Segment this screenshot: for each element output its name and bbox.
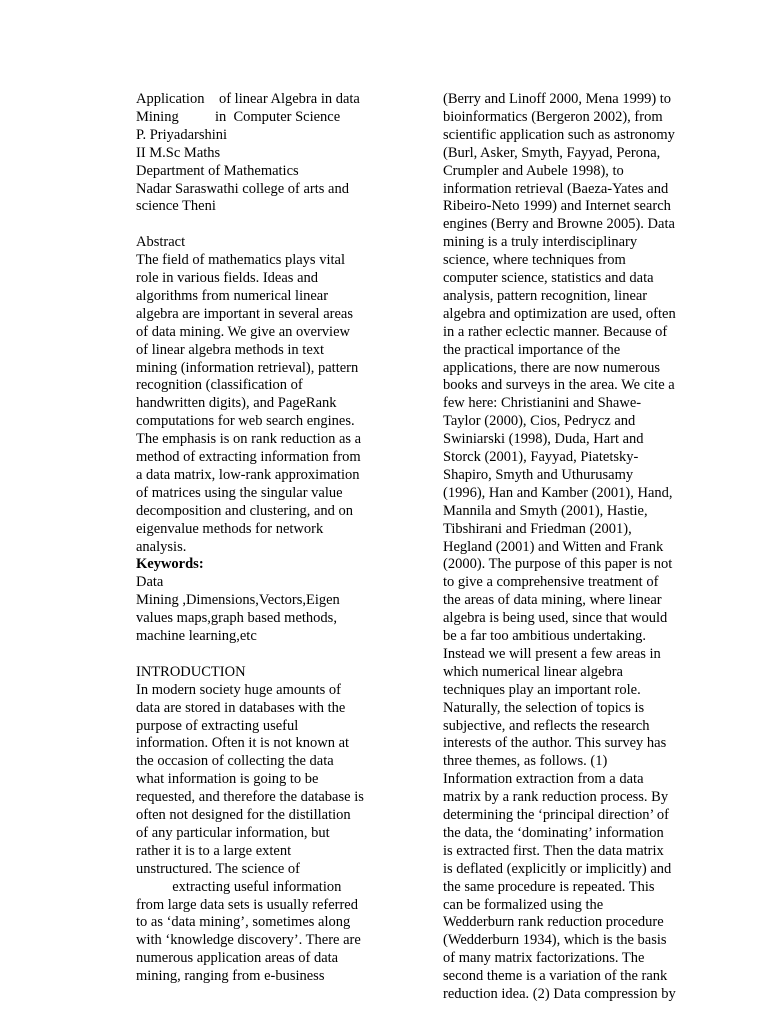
text-line: Taylor (2000), Cios, Pedrycz and	[443, 413, 636, 430]
text-line: in a rather eclectic manner. Because of	[443, 323, 668, 340]
text-line: can be formalized using the	[443, 896, 604, 913]
text-line: analysis, pattern recognition, linear	[443, 287, 648, 304]
text-line: Tibshirani and Friedman (2001),	[443, 520, 632, 537]
text-line: Information extraction from a data	[443, 771, 644, 788]
text-line: II M.Sc Maths	[136, 144, 221, 161]
text-line: algebra are important in several areas	[136, 305, 353, 322]
text-line: requested, and therefore the database is	[136, 789, 364, 806]
text-line: extracting useful information	[136, 878, 342, 895]
text-line: second theme is a variation of the rank	[443, 968, 668, 985]
text-line: numerous application areas of data	[136, 950, 339, 967]
text-line: the data, the ‘dominating’ information	[443, 824, 664, 841]
text-line: eigenvalue methods for network	[136, 520, 324, 537]
text-line: The field of mathematics plays vital	[136, 252, 345, 269]
text-line: algebra and optimization are used, often	[443, 305, 676, 322]
text-line: Application of linear Algebra in data	[136, 91, 360, 107]
text-line: the occasion of collecting the data	[136, 753, 334, 770]
text-line: of data mining. We give an overview	[136, 323, 350, 340]
text-line: information retrieval (Baeza-Yates and	[443, 180, 669, 197]
text-line: of any particular information, but	[136, 824, 330, 841]
text-line: interests of the author. This survey has	[443, 735, 667, 752]
text-line: a data matrix, low-rank approximation	[136, 466, 360, 483]
text-line: Instead we will present a few areas in	[443, 645, 661, 662]
text-line: bioinformatics (Bergeron 2002), from	[443, 108, 663, 125]
text-line: with ‘knowledge discovery’. There are	[136, 932, 361, 949]
text-line: (1996), Han and Kamber (2001), Hand,	[443, 484, 673, 501]
text-line: matrix by a rank reduction process. By	[443, 789, 669, 806]
text-line: Naturally, the selection of topics is	[443, 699, 645, 716]
text-line: data are stored in databases with the	[136, 699, 346, 716]
text-line: computer science, statistics and data	[443, 270, 654, 286]
text-line: is extracted first. Then the data matrix	[443, 842, 664, 859]
text-line: the same procedure is repeated. This	[443, 878, 655, 895]
text-line: mining (information retrieval), pattern	[136, 359, 359, 376]
text-line: (Berry and Linoff 2000, Mena 1999) to	[443, 91, 672, 107]
text-line: books and surveys in the area. We cite a	[443, 377, 675, 394]
text-line: computations for web search engines.	[136, 413, 355, 430]
text-line: mining, ranging from e-business	[136, 968, 325, 985]
text-line: science, where techniques from	[443, 252, 626, 269]
text-line: (Burl, Asker, Smyth, Fayyad, Perona,	[443, 144, 661, 161]
text-line: Mining in Computer Science	[136, 108, 341, 125]
text-line: (2000). The purpose of this paper is not	[443, 556, 673, 573]
text-line: scientific application such as astronomy	[443, 126, 675, 143]
text-line: handwritten digits), and PageRank	[136, 395, 337, 412]
text-line: algebra is being used, since that would	[443, 610, 668, 627]
text-line: engines (Berry and Browne 2005). Data	[443, 216, 675, 233]
text-line: P. Priyadarshini	[136, 126, 228, 143]
text-line: of matrices using the singular value	[136, 484, 343, 501]
text-line: Shapiro, Smyth and Uthurusamy	[443, 466, 634, 483]
text-line: science Theni	[136, 198, 216, 215]
text-line: recognition (classification of	[136, 377, 303, 394]
text-line: to give a comprehensive treatment of	[443, 574, 659, 591]
text-line: few here: Christianini and Shawe-	[443, 395, 642, 412]
text-line: In modern society huge amounts of	[136, 681, 341, 698]
text-line: be a far too ambitious undertaking.	[443, 628, 646, 644]
text-line: method of extracting information from	[136, 449, 361, 465]
text-line: Mannila and Smyth (2001), Hastie,	[443, 502, 648, 519]
text-line: determining the ‘principal direction’ of	[443, 807, 670, 823]
text-line: Keywords:	[136, 556, 204, 573]
text-line: applications, there are now numerous	[443, 359, 661, 376]
text-line: Data	[136, 574, 164, 591]
text-line: reduction idea. (2) Data compression by	[443, 986, 676, 1002]
text-line: machine learning,etc	[136, 628, 257, 644]
text-line: which numerical linear algebra	[443, 663, 623, 680]
text-line: decomposition and clustering, and on	[136, 502, 354, 519]
text-line: Storck (2001), Fayyad, Piatetsky-	[443, 449, 639, 465]
text-line: Abstract	[136, 234, 186, 251]
text-line: often not designed for the distillation	[136, 807, 351, 823]
text-line: Crumpler and Aubele 1998), to	[443, 162, 624, 179]
text-line: algorithms from numerical linear	[136, 287, 329, 304]
text-line: values maps,graph based methods,	[136, 610, 337, 627]
text-line: the practical importance of the	[443, 341, 621, 358]
text-line: three themes, as follows. (1)	[443, 753, 608, 770]
text-line: of many matrix factorizations. The	[443, 950, 645, 967]
text-line: mining is a truly interdisciplinary	[443, 234, 638, 251]
text-line: Hegland (2001) and Witten and Frank	[443, 538, 664, 555]
text-line: subjective, and reflects the research	[443, 717, 650, 734]
text-line: Mining ,Dimensions,Vectors,Eigen	[136, 592, 340, 609]
text-line: of linear algebra methods in text	[136, 341, 325, 358]
text-line: unstructured. The science of	[136, 860, 301, 877]
text-line: to as ‘data mining’, sometimes along	[136, 914, 351, 931]
text-line: Swiniarski (1998), Duda, Hart and	[443, 431, 644, 448]
text-line: The emphasis is on rank reduction as a	[136, 431, 362, 448]
text-line: is deflated (explicitly or implicitly) and	[443, 860, 672, 877]
text-line: what information is going to be	[136, 771, 319, 788]
text-line: Nadar Saraswathi college of arts and	[136, 180, 349, 197]
text-line: Wedderburn rank reduction procedure	[443, 914, 664, 931]
text-line: Ribeiro-Neto 1999) and Internet search	[443, 198, 671, 215]
text-line: from large data sets is usually referred	[136, 896, 358, 913]
text-line: analysis.	[136, 538, 187, 555]
text-line: rather it is to a large extent	[136, 842, 292, 859]
text-line: the areas of data mining, where linear	[443, 592, 662, 609]
text-line: information. Often it is not known at	[136, 735, 350, 752]
text-line: techniques play an important role.	[443, 681, 641, 698]
text-line: Department of Mathematics	[136, 162, 299, 179]
text-line: (Wedderburn 1934), which is the basis	[443, 932, 667, 949]
text-line: role in various fields. Ideas and	[136, 270, 319, 286]
text-line: INTRODUCTION	[136, 663, 246, 680]
text-line: purpose of extracting useful	[136, 717, 299, 734]
